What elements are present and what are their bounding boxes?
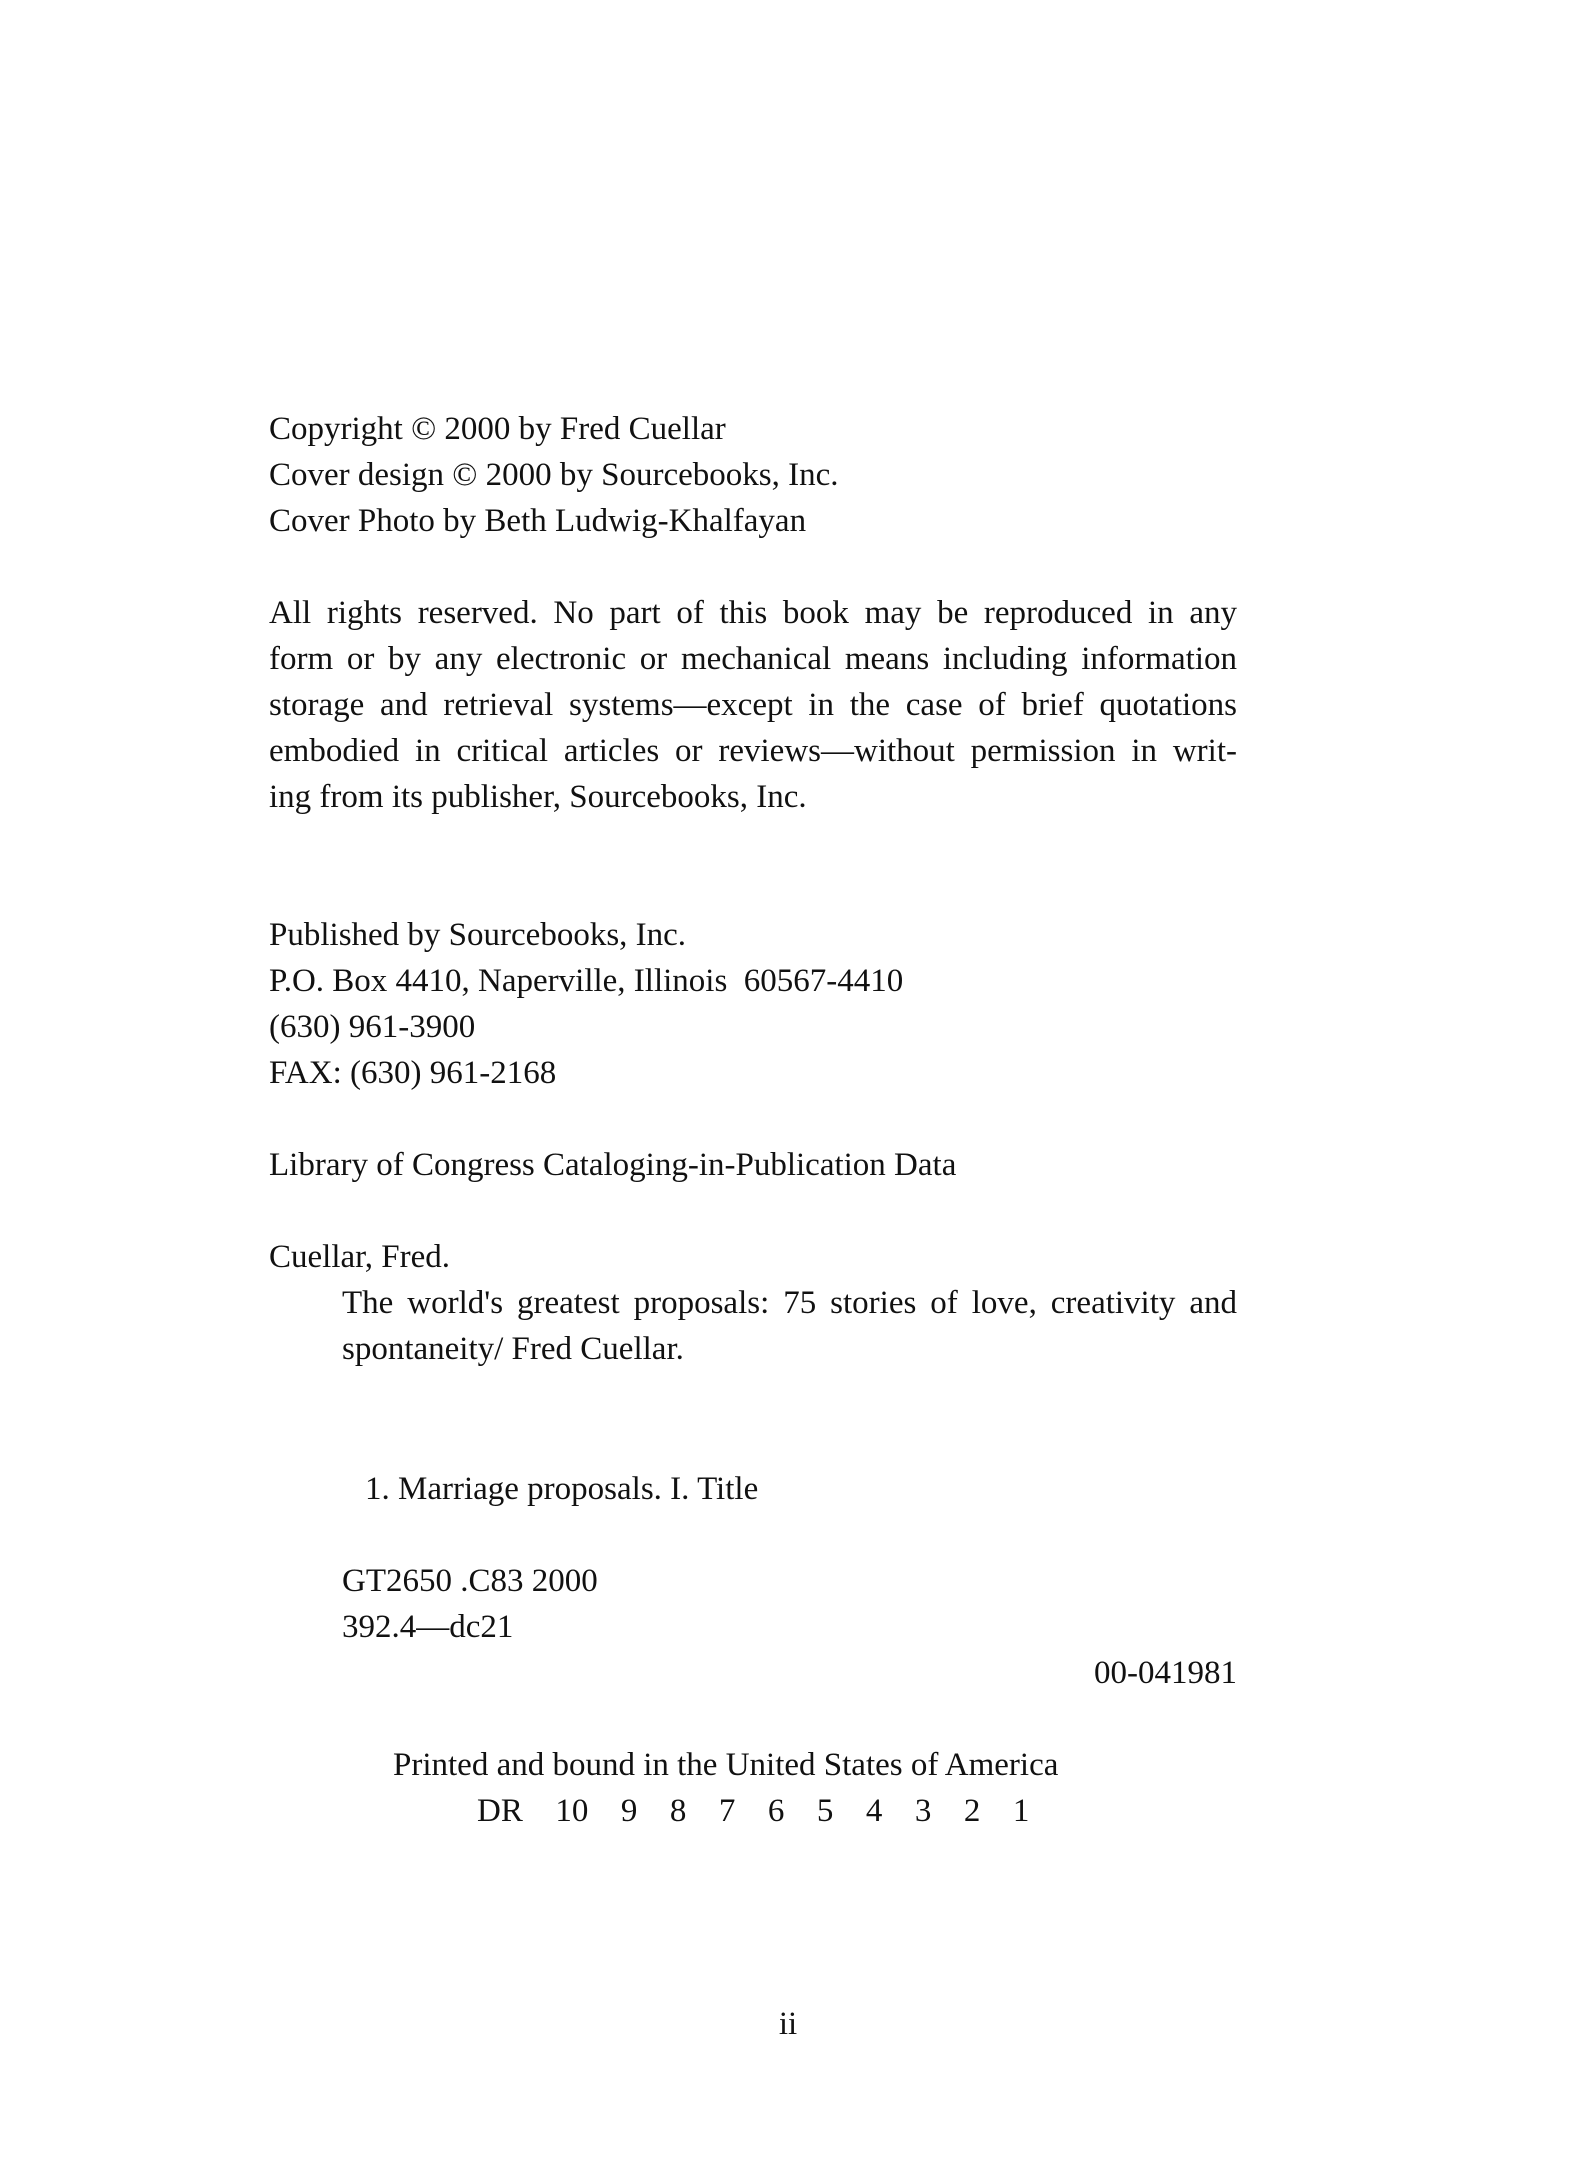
cip-title-line: The world's greatest proposals: 75 stories of love, creativity and	[342, 1285, 1237, 1321]
publisher-name: Published by Sourcebooks, Inc.	[269, 917, 687, 953]
publisher-address: P.O. Box 4410, Naperville, Illinois 60567-4410	[269, 963, 904, 999]
cip-title-line: spontaneity/ Fred Cuellar.	[342, 1331, 684, 1367]
copyright-line: Copyright © 2000 by Fred Cuellar	[269, 411, 726, 447]
cover-photo-line: Cover Photo by Beth Ludwig-Khalfayan	[269, 503, 807, 539]
cover-design-line: Cover design © 2000 by Sourcebooks, Inc.	[269, 457, 839, 493]
rights-line: storage and retrieval systems—except in the case of brief quotations	[269, 687, 1237, 723]
cip-dewey: 392.4—dc21	[342, 1609, 514, 1645]
rights-line: ing from its publisher, Sourcebooks, Inc.	[269, 779, 807, 815]
publisher-fax: FAX: (630) 961-2168	[269, 1055, 557, 1091]
rights-line: All rights reserved. No part of this book may be reproduced in any	[269, 595, 1237, 631]
rights-line: embodied in critical articles or reviews—without permission in writ-	[269, 733, 1237, 769]
printed-in-line: Printed and bound in the United States of America	[393, 1747, 1059, 1783]
cip-heading: Library of Congress Cataloging-in-Publication Data	[269, 1147, 957, 1183]
cip-lccn: 00-041981	[1094, 1655, 1237, 1691]
cip-call-number: GT2650 .C83 2000	[342, 1563, 598, 1599]
cip-subjects: 1. Marriage proposals. I. Title	[365, 1471, 759, 1507]
printing-numbers: DR 10 9 8 7 6 5 4 3 2 1	[477, 1793, 1030, 1829]
rights-line: form or by any electronic or mechanical means including information	[269, 641, 1237, 677]
page-number: ii	[778, 2006, 798, 2042]
cip-author: Cuellar, Fred.	[269, 1239, 451, 1275]
publisher-phone: (630) 961-3900	[269, 1009, 476, 1045]
